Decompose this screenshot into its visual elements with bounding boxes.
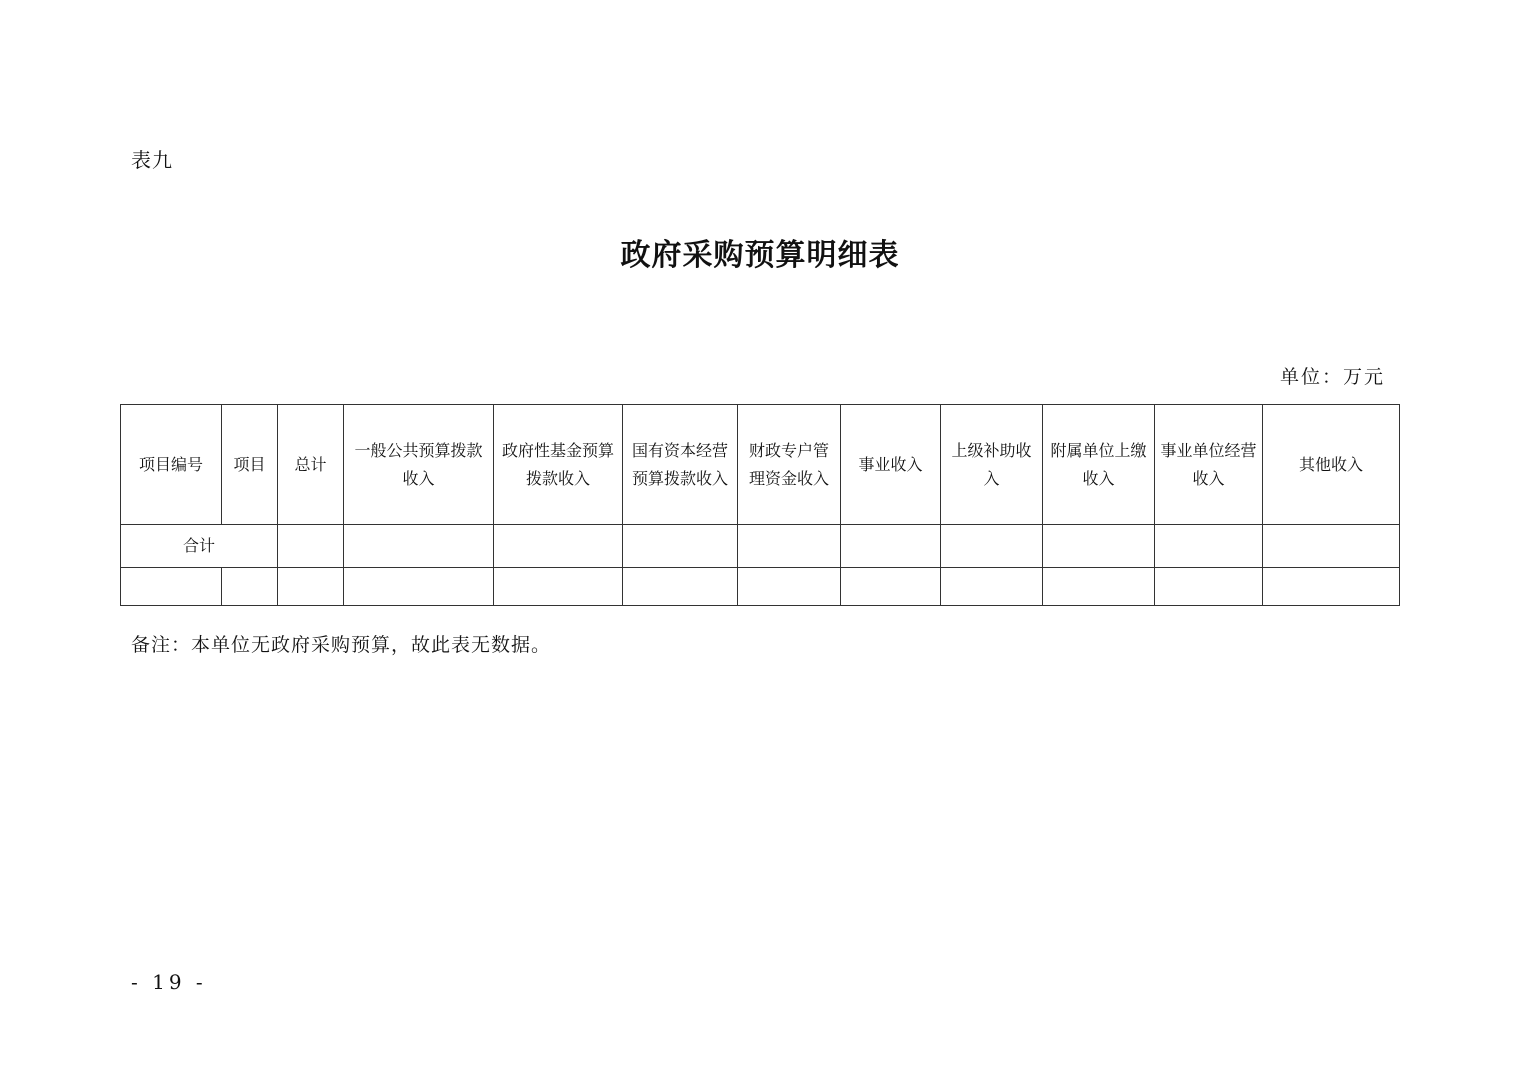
table-header-row — [121, 405, 1400, 525]
header-cell-project-code: 项目编号 — [121, 405, 222, 525]
table-cell — [941, 568, 1043, 606]
table-cell — [738, 525, 841, 568]
table-cell — [344, 525, 494, 568]
header-cell-operating-income: 事业单位经营收入 — [1155, 405, 1263, 525]
header-cell-gov-fund: 政府性基金预算拨款收入 — [494, 405, 623, 525]
table-cell — [494, 525, 623, 568]
remark-note: 备注：本单位无政府采购预算，故此表无数据。 — [131, 634, 552, 656]
table-row — [121, 568, 1400, 606]
header-cell-affiliated-remit: 附属单位上缴收入 — [1043, 405, 1155, 525]
table-cell — [1263, 525, 1400, 568]
table-cell — [278, 568, 344, 606]
table-cell — [841, 568, 941, 606]
table-cell — [738, 568, 841, 606]
table-cell — [941, 525, 1043, 568]
budget-table — [120, 404, 1400, 606]
header-cell-other-income: 其他收入 — [1263, 405, 1400, 525]
table-cell — [623, 525, 738, 568]
table-cell — [623, 568, 738, 606]
table-cell — [222, 568, 278, 606]
header-cell-total: 总计 — [278, 405, 344, 525]
header-cell-business-income: 事业收入 — [841, 405, 941, 525]
table-cell — [1155, 525, 1263, 568]
total-row — [121, 525, 1400, 568]
header-cell-superior-subsidy: 上级补助收入 — [941, 405, 1043, 525]
unit-label: 单位：万元 — [1279, 366, 1385, 388]
table-cell — [278, 525, 344, 568]
table-cell — [1043, 568, 1155, 606]
page-number: - 19 - — [131, 970, 207, 994]
header-cell-general-budget: 一般公共预算拨款收入 — [344, 405, 494, 525]
table-label: 表九 — [131, 148, 173, 172]
table-cell — [1263, 568, 1400, 606]
table-cell — [1043, 525, 1155, 568]
table-cell — [841, 525, 941, 568]
table-cell — [121, 568, 222, 606]
total-row-label: 合计 — [121, 525, 278, 568]
page-title: 政府采购预算明细表 — [620, 238, 900, 273]
table-cell — [494, 568, 623, 606]
table-cell — [1155, 568, 1263, 606]
header-cell-state-capital: 国有资本经营预算拨款收入 — [623, 405, 738, 525]
header-cell-project: 项目 — [222, 405, 278, 525]
table-cell — [344, 568, 494, 606]
header-cell-special-account: 财政专户管理资金收入 — [738, 405, 841, 525]
